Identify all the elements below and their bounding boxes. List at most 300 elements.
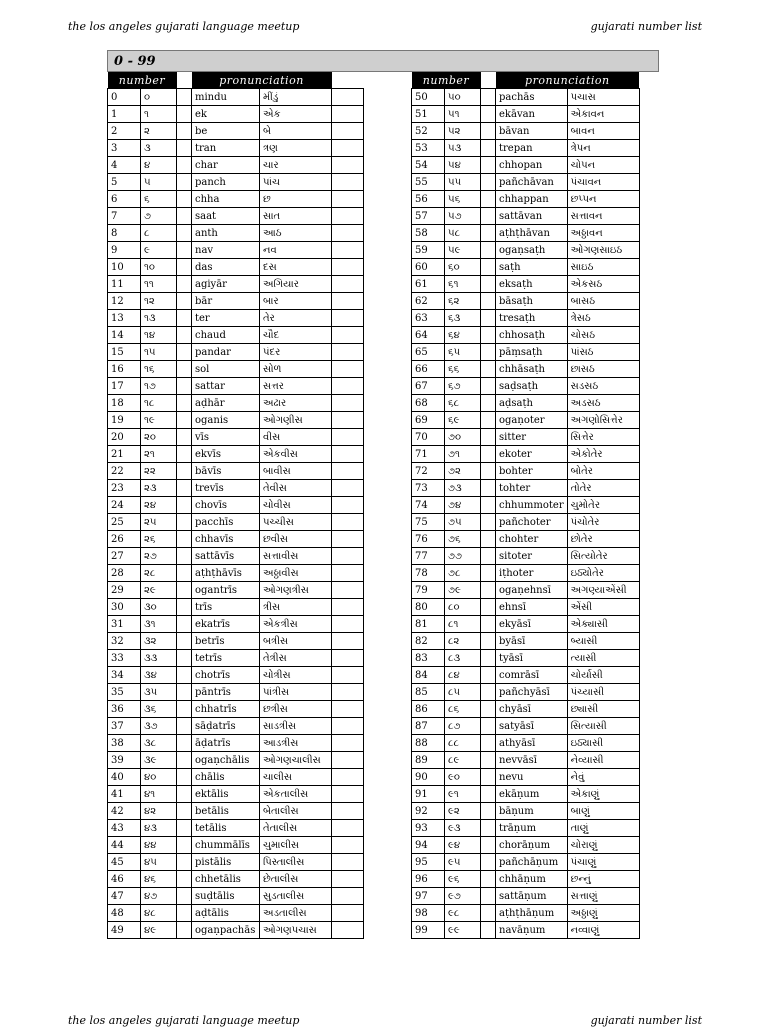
pronunciation-cell: chhappan [496,191,568,208]
spacer-cell [177,446,192,463]
spacer-cell [177,191,192,208]
pronunciation-cell: char [192,157,260,174]
gujarati-word-cell: ચોરાણું [567,837,639,854]
spacer-cell [177,259,192,276]
pronunciation-cell: das [192,259,260,276]
arabic-number-cell: 39 [108,752,141,769]
arabic-number-cell: 70 [412,429,445,446]
gujarati-numeral-cell: ૦ [141,89,177,106]
arabic-number-cell: 93 [412,820,445,837]
spacer-cell [177,106,192,123]
table-row [412,582,640,599]
arabic-number-cell: 7 [108,208,141,225]
gujarati-numeral-cell: ૯૫ [445,854,481,871]
arabic-number-cell: 57 [412,208,445,225]
pronunciation-cell: sattar [192,378,260,395]
pronunciation-cell: trepan [496,140,568,157]
gujarati-numeral-cell: ૭૦ [445,429,481,446]
pronunciation-cell: aṭhṭhāvan [496,225,568,242]
gujarati-word-cell: બાસઠ [567,293,639,310]
gujarati-word-cell: તેવીસ [260,480,332,497]
table-row [108,191,364,208]
table-row [108,514,364,531]
arabic-number-cell: 59 [412,242,445,259]
page-header-left: the los angeles gujarati language meetup [68,20,300,33]
pronunciation-cell: chovīs [192,497,260,514]
empty-cell [332,922,364,939]
number-column-header: number [412,72,481,89]
gujarati-word-cell: તોતેર [567,480,639,497]
gujarati-numeral-cell: ૨ [141,123,177,140]
table-row [412,123,640,140]
gujarati-numeral-cell: ૬૮ [445,395,481,412]
gujarati-word-cell: પંદર [260,344,332,361]
gujarati-word-cell: નવ [260,242,332,259]
pronunciation-cell: ter [192,310,260,327]
arabic-number-cell: 25 [108,514,141,531]
spacer-cell [177,225,192,242]
gujarati-word-cell: તાણું [567,820,639,837]
pronunciation-cell: pañchyāsī [496,684,568,701]
gujarati-numeral-cell: ૬૭ [445,378,481,395]
gujarati-numeral-cell: ૮૯ [445,752,481,769]
spacer-cell [177,293,192,310]
gujarati-word-cell: છવીસ [260,531,332,548]
spacer-cell [177,429,192,446]
page-header-right: gujarati number list [590,20,702,33]
spacer-cell [481,191,496,208]
page-footer-right: gujarati number list [590,1014,702,1027]
page-footer-left: the los angeles gujarati language meetup [68,1014,300,1027]
spacer-cell [481,701,496,718]
gujarati-word-cell: છપ્પન [567,191,639,208]
gujarati-numeral-cell: ૫૧ [445,106,481,123]
gujarati-word-cell: ચોર્યાસી [567,667,639,684]
gujarati-word-cell: એકાવન [567,106,639,123]
arabic-number-cell: 94 [412,837,445,854]
spacer-cell [177,395,192,412]
gujarati-numeral-cell: ૯૩ [445,820,481,837]
gujarati-word-cell: મીંડું [260,89,332,106]
gujarati-word-cell: સાડત્રીસ [260,718,332,735]
table-row [108,871,364,888]
pronunciation-cell: ogaṇoter [496,412,568,429]
spacer-cell [177,361,192,378]
gujarati-numeral-cell: ૧૩ [141,310,177,327]
spacer-cell [481,820,496,837]
spacer-cell [481,259,496,276]
pronunciation-cell: mindu [192,89,260,106]
table-row [108,684,364,701]
table-row [108,633,364,650]
gujarati-numeral-cell: ૧૮ [141,395,177,412]
empty-cell [332,208,364,225]
gujarati-numeral-cell: ૫૬ [445,191,481,208]
header-gap [481,72,496,89]
arabic-number-cell: 45 [108,854,141,871]
table-row [108,412,364,429]
spacer-cell [177,123,192,140]
arabic-number-cell: 85 [412,684,445,701]
gujarati-word-cell: ચુમાલીસ [260,837,332,854]
pronunciation-cell: ehnsī [496,599,568,616]
gujarati-numeral-cell: ૯૦ [445,769,481,786]
gujarati-numeral-cell: ૧૦ [141,259,177,276]
table-row [108,395,364,412]
gujarati-numeral-cell: ૪૩ [141,820,177,837]
table-row [412,684,640,701]
number-table-left [107,72,364,939]
spacer-cell [481,344,496,361]
empty-cell [332,531,364,548]
spacer-cell [481,310,496,327]
gujarati-word-cell: ઓગણપચાસ [260,922,332,939]
arabic-number-cell: 1 [108,106,141,123]
arabic-number-cell: 75 [412,514,445,531]
gujarati-word-cell: અગણ્યાએંસી [567,582,639,599]
pronunciation-cell: chaud [192,327,260,344]
arabic-number-cell: 12 [108,293,141,310]
table-row [412,446,640,463]
gujarati-numeral-cell: ૫૯ [445,242,481,259]
spacer-cell [481,412,496,429]
arabic-number-cell: 54 [412,157,445,174]
empty-cell [332,174,364,191]
arabic-number-cell: 17 [108,378,141,395]
arabic-number-cell: 82 [412,633,445,650]
pronunciation-cell: eksaṭh [496,276,568,293]
pronunciation-cell: oganis [192,412,260,429]
table-row [412,752,640,769]
gujarati-word-cell: છ [260,191,332,208]
spacer-cell [481,854,496,871]
arabic-number-cell: 84 [412,667,445,684]
gujarati-word-cell: નવ્વાણું [567,922,639,939]
arabic-number-cell: 51 [412,106,445,123]
arabic-number-cell: 86 [412,701,445,718]
pronunciation-cell: sol [192,361,260,378]
gujarati-word-cell: પંચોતેર [567,514,639,531]
empty-cell [332,463,364,480]
spacer-cell [481,650,496,667]
table-row [108,769,364,786]
empty-cell [332,582,364,599]
table-row [108,616,364,633]
gujarati-word-cell: અઢાર [260,395,332,412]
gujarati-word-cell: બેતાલીસ [260,803,332,820]
table-row [412,922,640,939]
empty-cell [332,786,364,803]
arabic-number-cell: 13 [108,310,141,327]
pronunciation-cell: aṭhṭhāṇum [496,905,568,922]
header-gap [332,72,364,89]
gujarati-word-cell: ચાર [260,157,332,174]
table-row [108,497,364,514]
arabic-number-cell: 40 [108,769,141,786]
empty-cell [332,514,364,531]
gujarati-numeral-cell: ૮૧ [445,616,481,633]
table-row [412,293,640,310]
pronunciation-cell: chhāṇum [496,871,568,888]
gujarati-word-cell: ચોત્રીસ [260,667,332,684]
gujarati-numeral-cell: ૨૦ [141,429,177,446]
arabic-number-cell: 81 [412,616,445,633]
gujarati-numeral-cell: ૪૦ [141,769,177,786]
gujarati-numeral-cell: ૬૪ [445,327,481,344]
gujarati-word-cell: ત્રેસઠ [567,310,639,327]
gujarati-word-cell: બાણું [567,803,639,820]
gujarati-word-cell: ઇઠ્યાસી [567,735,639,752]
table-row [108,378,364,395]
gujarati-numeral-cell: ૩૭ [141,718,177,735]
arabic-number-cell: 99 [412,922,445,939]
gujarati-word-cell: એક્યાસી [567,616,639,633]
arabic-number-cell: 24 [108,497,141,514]
spacer-cell [177,531,192,548]
pronunciation-cell: vīs [192,429,260,446]
gujarati-word-cell: બાર [260,293,332,310]
gujarati-word-cell: એકાણું [567,786,639,803]
gujarati-numeral-cell: ૧૭ [141,378,177,395]
table-row [412,429,640,446]
pronunciation-cell: ektālis [192,786,260,803]
gujarati-numeral-cell: ૩૨ [141,633,177,650]
empty-cell [332,888,364,905]
gujarati-numeral-cell: ૧૫ [141,344,177,361]
table-row [108,752,364,769]
gujarati-word-cell: અઠ્ઠાણું [567,905,639,922]
gujarati-numeral-cell: ૯૮ [445,905,481,922]
pronunciation-cell: pañchoter [496,514,568,531]
arabic-number-cell: 34 [108,667,141,684]
gujarati-numeral-cell: ૪૪ [141,837,177,854]
gujarati-word-cell: અઠ્ઠાવન [567,225,639,242]
arabic-number-cell: 2 [108,123,141,140]
gujarati-word-cell: પંચાવન [567,174,639,191]
table-row [412,871,640,888]
gujarati-numeral-cell: ૯૭ [445,888,481,905]
arabic-number-cell: 15 [108,344,141,361]
gujarati-numeral-cell: ૬ [141,191,177,208]
gujarati-word-cell: પચાસ [567,89,639,106]
spacer-cell [177,582,192,599]
gujarati-word-cell: સિત્યોતેર [567,548,639,565]
table-row [412,531,640,548]
pronunciation-cell: ekāṇum [496,786,568,803]
gujarati-numeral-cell: ૨૨ [141,463,177,480]
gujarati-numeral-cell: ૨૯ [141,582,177,599]
table-row [108,701,364,718]
spacer-cell [481,174,496,191]
pronunciation-cell: bāvan [496,123,568,140]
header-gap [177,72,192,89]
gujarati-word-cell: બાવન [567,123,639,140]
pronunciation-cell: ekyāsī [496,616,568,633]
spacer-cell [481,89,496,106]
pronunciation-cell: chotrīs [192,667,260,684]
gujarati-word-cell: સાત [260,208,332,225]
table-row [412,633,640,650]
table-row [412,157,640,174]
spacer-cell [481,888,496,905]
empty-cell [332,140,364,157]
pronunciation-cell: saṭh [496,259,568,276]
gujarati-numeral-cell: ૧૬ [141,361,177,378]
empty-cell [332,293,364,310]
table-header-row [412,72,640,89]
pronunciation-cell: bāvīs [192,463,260,480]
pronunciation-cell: nevvāsī [496,752,568,769]
arabic-number-cell: 22 [108,463,141,480]
empty-cell [332,735,364,752]
arabic-number-cell: 69 [412,412,445,429]
arabic-number-cell: 58 [412,225,445,242]
gujarati-word-cell: સાઇઠ [567,259,639,276]
pronunciation-cell: ogaṇsaṭh [496,242,568,259]
spacer-cell [177,718,192,735]
gujarati-numeral-cell: ૭૮ [445,565,481,582]
gujarati-numeral-cell: ૫૨ [445,123,481,140]
gujarati-numeral-cell: ૧૨ [141,293,177,310]
arabic-number-cell: 37 [108,718,141,735]
table-row [108,667,364,684]
gujarati-numeral-cell: ૨૪ [141,497,177,514]
gujarati-word-cell: સુડતાલીસ [260,888,332,905]
spacer-cell [481,123,496,140]
spacer-cell [177,174,192,191]
table-row [108,429,364,446]
gujarati-numeral-cell: ૪ [141,157,177,174]
spacer-cell [177,854,192,871]
empty-cell [332,259,364,276]
arabic-number-cell: 29 [108,582,141,599]
gujarati-numeral-cell: ૯૧ [445,786,481,803]
columns-area [107,72,659,942]
table-row [412,701,640,718]
table-row [108,89,364,106]
table-row [412,786,640,803]
gujarati-word-cell: સત્તાવીસ [260,548,332,565]
spacer-cell [481,633,496,650]
table-row [108,208,364,225]
gujarati-numeral-cell: ૨૧ [141,446,177,463]
arabic-number-cell: 68 [412,395,445,412]
spacer-cell [177,565,192,582]
gujarati-numeral-cell: ૨૫ [141,514,177,531]
table-row [108,140,364,157]
spacer-cell [481,735,496,752]
gujarati-numeral-cell: ૫૮ [445,225,481,242]
spacer-cell [481,514,496,531]
table-row [108,446,364,463]
spacer-cell [481,837,496,854]
pronunciation-cell: tetrīs [192,650,260,667]
gujarati-word-cell: બત્રીસ [260,633,332,650]
gujarati-numeral-cell: ૭ [141,208,177,225]
spacer-cell [177,140,192,157]
arabic-number-cell: 55 [412,174,445,191]
gujarati-word-cell: ચુમોતેર [567,497,639,514]
gujarati-numeral-cell: ૧ [141,106,177,123]
gujarati-numeral-cell: ૩૮ [141,735,177,752]
table-row [412,650,640,667]
gujarati-word-cell: સડસઠ [567,378,639,395]
pronunciation-cell: bāṇum [496,803,568,820]
spacer-cell [481,242,496,259]
table-row [108,259,364,276]
table-row [412,327,640,344]
table-header-row [108,72,364,89]
pronunciation-cell: betālis [192,803,260,820]
gujarati-word-cell: એકોતેર [567,446,639,463]
gujarati-numeral-cell: ૪૨ [141,803,177,820]
gujarati-numeral-cell: ૯૪ [445,837,481,854]
spacer-cell [177,378,192,395]
spacer-cell [177,633,192,650]
pronunciation-cell: tresaṭh [496,310,568,327]
pronunciation-cell: betrīs [192,633,260,650]
table-row [412,106,640,123]
arabic-number-cell: 72 [412,463,445,480]
arabic-number-cell: 98 [412,905,445,922]
empty-cell [332,565,364,582]
arabic-number-cell: 44 [108,837,141,854]
arabic-number-cell: 83 [412,650,445,667]
gujarati-word-cell: પચ્ચીસ [260,514,332,531]
gujarati-numeral-cell: ૫ [141,174,177,191]
arabic-number-cell: 49 [108,922,141,939]
gujarati-numeral-cell: ૮૪ [445,667,481,684]
arabic-number-cell: 90 [412,769,445,786]
gujarati-numeral-cell: ૫૫ [445,174,481,191]
gujarati-numeral-cell: ૩૫ [141,684,177,701]
gujarati-numeral-cell: ૮૭ [445,718,481,735]
gujarati-word-cell: દસ [260,259,332,276]
empty-cell [332,412,364,429]
pronunciation-cell: saḍsaṭh [496,378,568,395]
spacer-cell [177,412,192,429]
pronunciation-cell: chorāṇum [496,837,568,854]
empty-cell [332,650,364,667]
arabic-number-cell: 66 [412,361,445,378]
table-row [108,837,364,854]
arabic-number-cell: 96 [412,871,445,888]
arabic-number-cell: 43 [108,820,141,837]
gujarati-numeral-cell: ૨૩ [141,480,177,497]
gujarati-numeral-cell: ૭૫ [445,514,481,531]
gujarati-numeral-cell: ૪૬ [141,871,177,888]
empty-cell [332,871,364,888]
pronunciation-cell: comrāsī [496,667,568,684]
table-row [108,582,364,599]
pronunciation-cell: tetālis [192,820,260,837]
empty-cell [332,701,364,718]
table-row [412,225,640,242]
gujarati-word-cell: નેવ્યાસી [567,752,639,769]
spacer-cell [481,276,496,293]
gujarati-numeral-cell: ૬૫ [445,344,481,361]
gujarati-word-cell: ચોસઠ [567,327,639,344]
arabic-number-cell: 80 [412,599,445,616]
gujarati-word-cell: તેત્રીસ [260,650,332,667]
spacer-cell [481,208,496,225]
gujarati-word-cell: બાવીસ [260,463,332,480]
spacer-cell [177,905,192,922]
empty-cell [332,344,364,361]
table-row [412,769,640,786]
gujarati-numeral-cell: ૫૦ [445,89,481,106]
spacer-cell [481,718,496,735]
